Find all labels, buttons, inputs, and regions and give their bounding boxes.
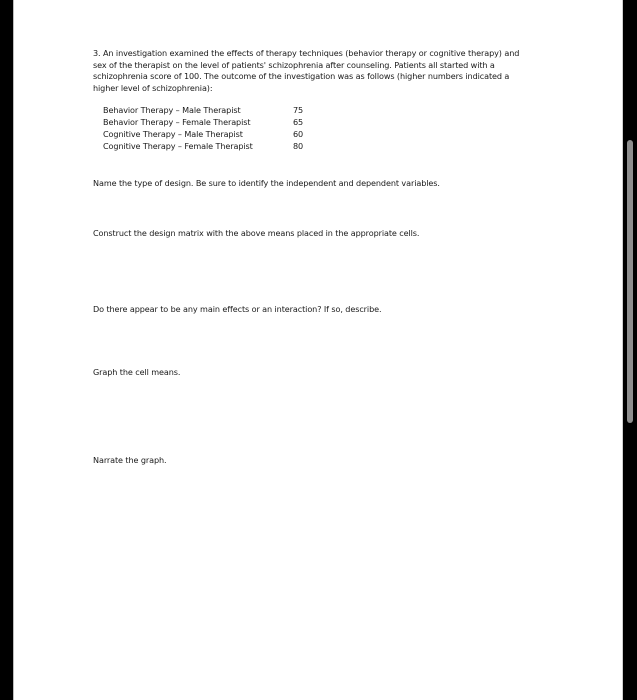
condition-label: Behavior Therapy – Female Therapist xyxy=(103,117,251,128)
condition-label: Behavior Therapy – Male Therapist xyxy=(103,105,241,116)
condition-row xyxy=(103,141,313,153)
condition-value: 60 xyxy=(293,129,304,140)
question-design-matrix: Construct the design matrix with the above means placed in the appropriate cells. xyxy=(93,228,420,238)
question-design-type: Name the type of design. Be sure to identify the independent and dependent variables. xyxy=(93,178,440,188)
condition-label: Cognitive Therapy – Female Therapist xyxy=(103,141,253,152)
condition-value: 75 xyxy=(293,105,304,116)
condition-row xyxy=(103,105,313,117)
condition-means-list xyxy=(103,105,313,153)
condition-label: Cognitive Therapy – Male Therapist xyxy=(103,129,243,140)
page-content xyxy=(93,48,533,465)
vertical-scrollbar[interactable] xyxy=(627,140,633,423)
condition-value: 65 xyxy=(293,117,304,128)
question-graph: Graph the cell means. xyxy=(93,367,181,377)
condition-row xyxy=(103,117,313,129)
question-effects: Do there appear to be any main effects or an interaction? If so, describe. xyxy=(93,304,382,314)
condition-row xyxy=(103,129,313,141)
question-narrate: Narrate the graph. xyxy=(93,455,167,465)
condition-value: 80 xyxy=(293,141,304,152)
document-page xyxy=(13,0,623,700)
problem-intro: 3. An investigation examined the effects of therapy techniques (behavior therapy or cognitive therapy) and sex of the therapist on the level of patients' schizophrenia after counseling. Patients all started with a schizophrenia score of 100. The outcome of the investigation was as follows (higher numbers indicated a higher level of schizophrenia): xyxy=(93,48,520,93)
